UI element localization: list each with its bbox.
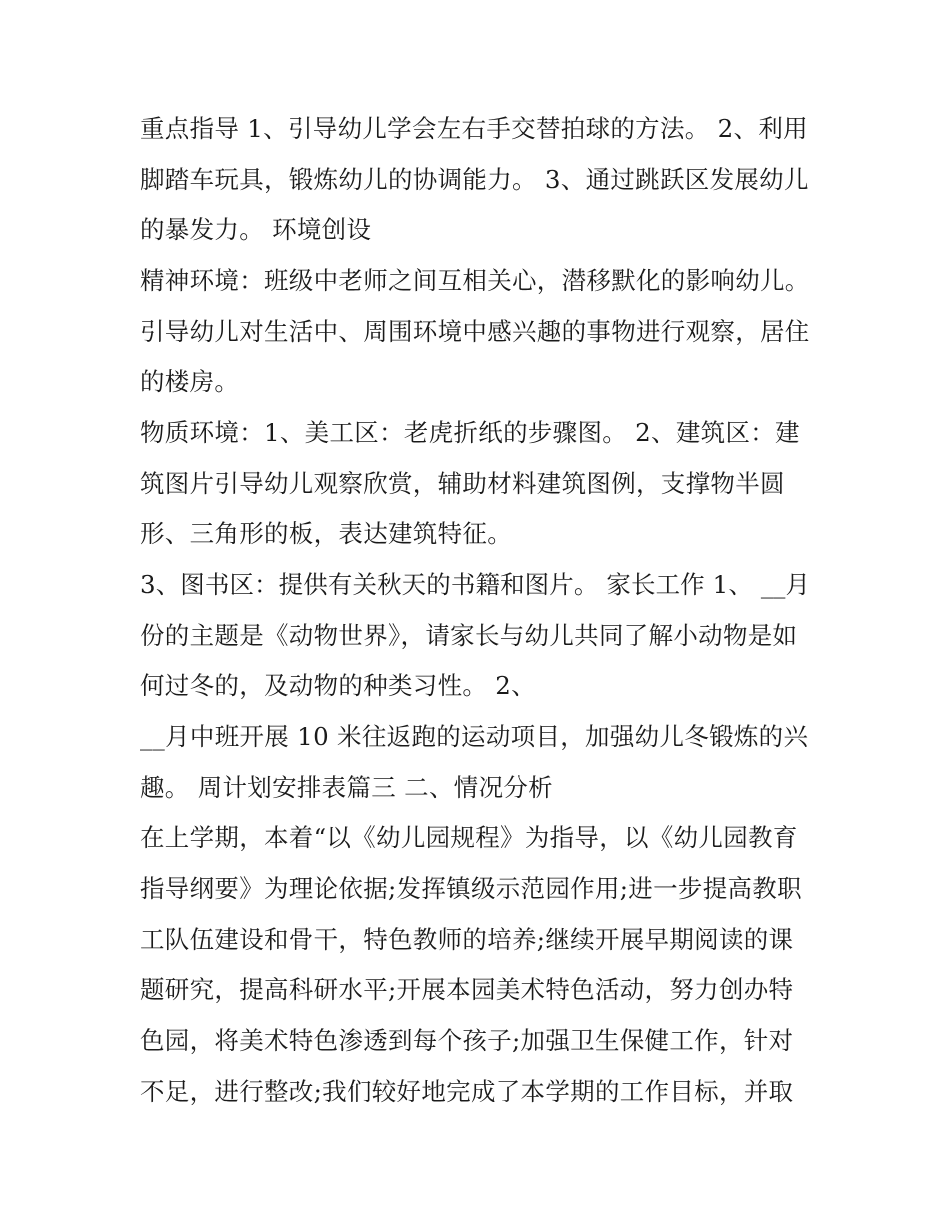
text-line: 趣。 周计划安排表篇三 二、情况分析 [140,773,553,802]
text-line: 何过冬的，及动物的种类习性。 2、 [140,671,536,700]
text-line: 工队伍建设和骨干，特色教师的培养;继续开展早期阅读的课 [140,925,794,954]
text-line: 筑图片引导幼儿观察欣赏，辅助材料建筑图例，支撑物半圆 [140,469,785,498]
text-line: __月中班开展 10 米往返跑的运动项目，加强幼儿冬锻炼的兴 [140,722,809,751]
text-line: 精神环境：班级中老师之间互相关心，潜移默化的影响幼儿。 [140,266,810,295]
text-line: 物质环境：1、美工区：老虎折纸的步骤图。 2、建筑区：建 [140,418,800,447]
text-line: 脚踏车玩具，锻炼幼儿的协调能力。 3、通过跳跃区发展幼儿 [140,165,809,194]
text-line: 份的主题是《动物世界》，请家长与幼儿共同了解小动物是如 [140,621,798,650]
text-line: 形、三角形的板，表达建筑特征。 [140,519,512,548]
text-line: 重点指导 1、引导幼儿学会左右手交替拍球的方法。 2、利用 [140,114,808,143]
text-line: 指导纲要》为理论依据;发挥镇级示范园作用;进一步提高教职 [140,874,802,903]
text-line: 引导幼儿对生活中、周围环境中感兴趣的事物进行观察，居住 [140,317,810,346]
text-line: 题研究，提高科研水平;开展本园美术特色活动，努力创办特 [140,975,794,1004]
text-line: 的楼房。 [140,367,240,396]
text-line: 不足，进行整改;我们较好地完成了本学期的工作目标，并取 [140,1077,794,1106]
text-line: 色园，将美术特色渗透到每个孩子;加强卫生保健工作，针对 [140,1026,794,1055]
text-line: 3、图书区：提供有关秋天的书籍和图片。 家长工作 1、 __月 [140,570,811,599]
text-line: 的暴发力。 环境创设 [140,215,372,244]
text-line: 在上学期，本着“以《幼儿园规程》为指导，以《幼儿园教育 [140,823,798,852]
